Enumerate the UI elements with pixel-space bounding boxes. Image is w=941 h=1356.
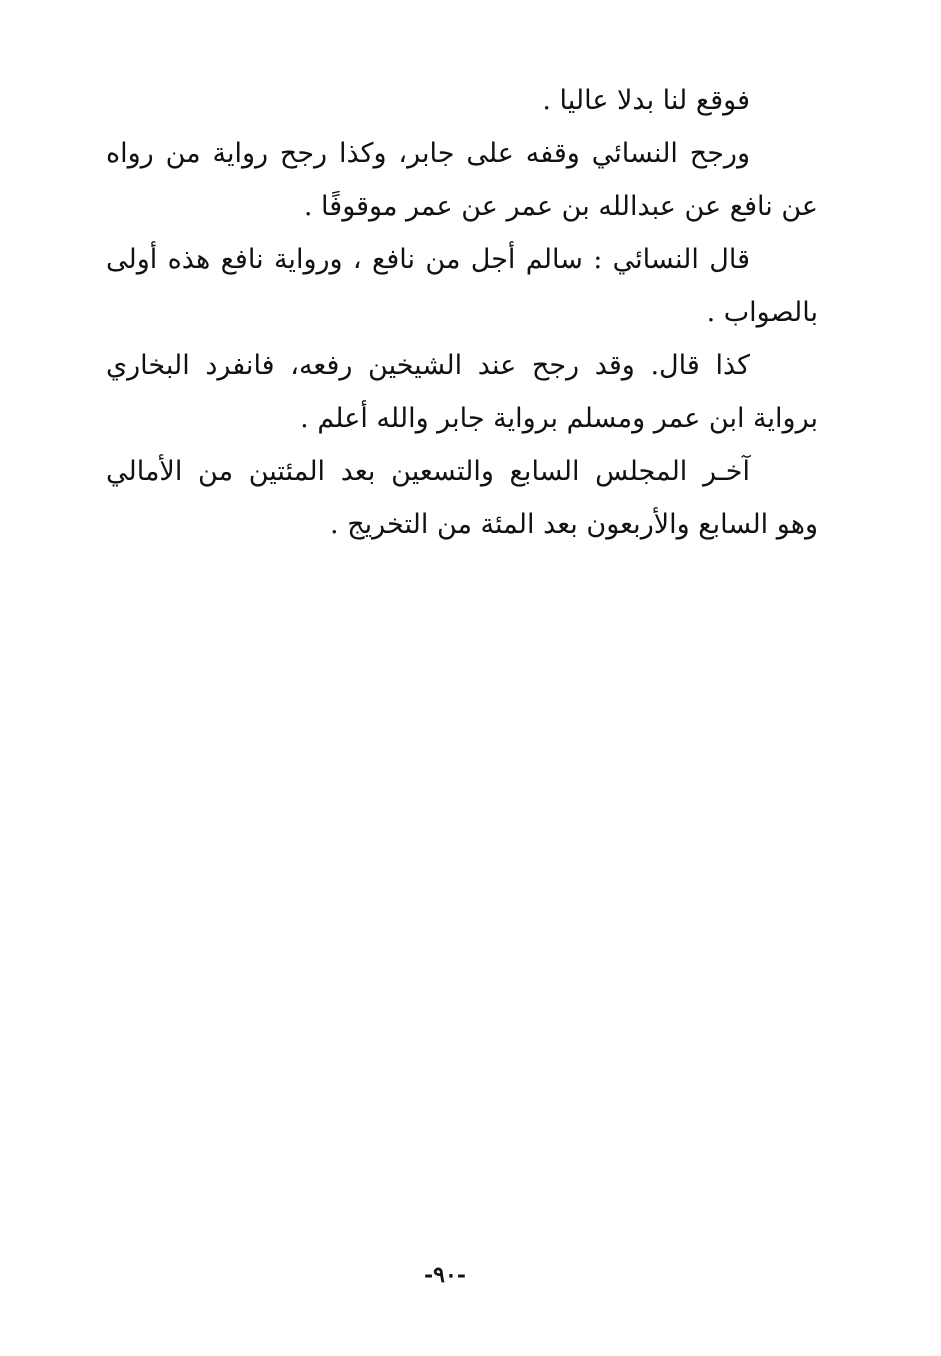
paragraph-4: كذا قال. وقد رجح عند الشيخين رفعه، فانفرد البخاري برواية ابن عمر ومسلم برواية جابر والله أعلم .: [106, 350, 818, 434]
paragraph-1: فوقع لنا بدلا عاليا .: [542, 85, 750, 116]
paragraph-5: آخـر المجلس السابع والتسعين بعد المئتين من الأمالي وهو السابع والأربعون بعد المئة من التخريج .: [106, 456, 818, 540]
page-number: -٩٠-: [424, 1262, 466, 1288]
paragraph-3: قال النسائي : سالم أجل من نافع ، ورواية نافع هذه أولى بالصواب .: [106, 244, 818, 328]
body-text: [106, 74, 818, 551]
paragraph-2: ورجح النسائي وقفه على جابر، وكذا رجح رواية من رواه عن نافع عن عبدالله بن عمر عن عمر موقوفًا .: [106, 138, 818, 222]
